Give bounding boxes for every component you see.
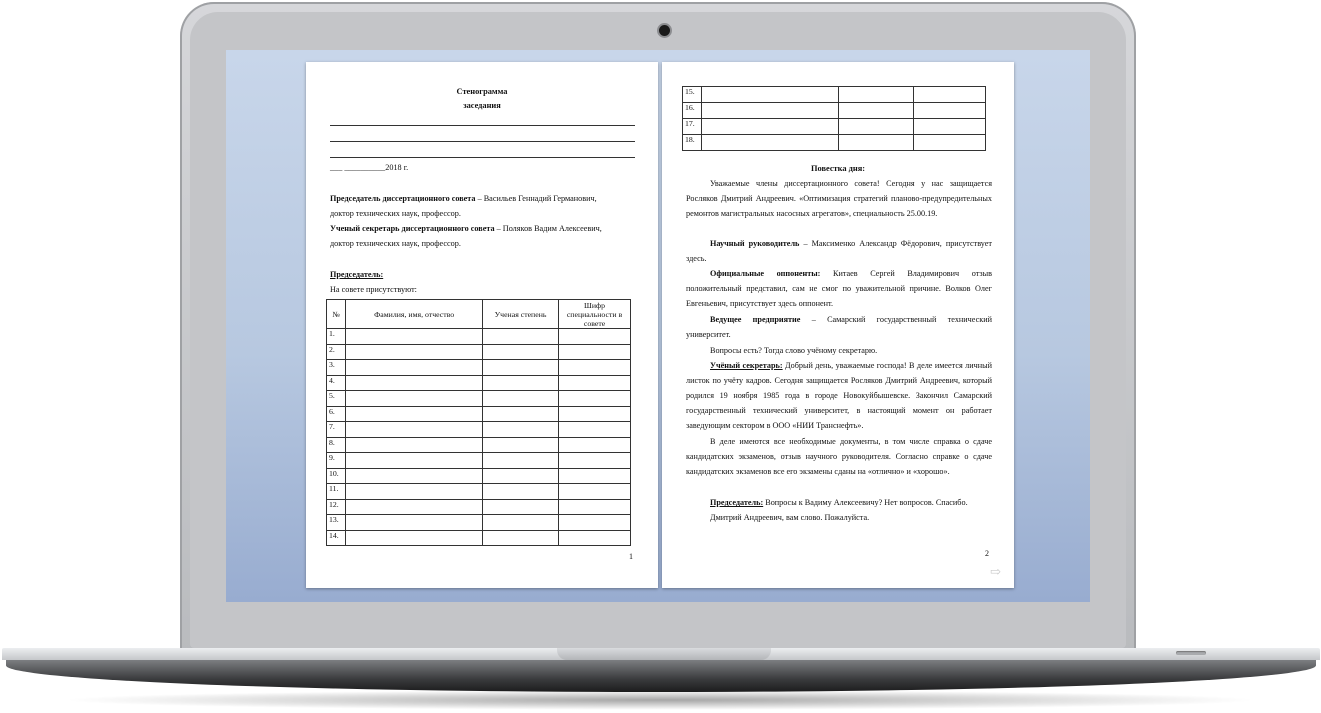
supervisor-text: – Максименко Александр Фёдорович, присутствует здесь. [686, 239, 992, 263]
table-cell [559, 530, 631, 546]
col-specialty-code: Шифр специальности в совете [559, 300, 631, 329]
table-row [327, 406, 631, 422]
table-row [327, 530, 631, 546]
table-cell [346, 484, 483, 500]
table-cell [559, 329, 631, 345]
table-row [327, 375, 631, 391]
table-cell [838, 87, 914, 103]
table-cell [838, 135, 914, 151]
row-number: 9. [327, 453, 346, 469]
table-row [327, 344, 631, 360]
row-number: 8. [327, 437, 346, 453]
table-cell [914, 103, 986, 119]
present-label: На совете присутствуют: [330, 285, 417, 294]
row-number: 16. [683, 103, 702, 119]
blank-line [330, 157, 635, 158]
table-row [683, 119, 986, 135]
table-cell [346, 515, 483, 531]
row-number: 7. [327, 422, 346, 438]
opponents-text: Китаев Сергей Владимирович отзыв положительный представил, сам не смог по уважительной причине. Волков Олег Евгеньевич, присутствует здесь оппонент. [686, 269, 992, 308]
table-cell [838, 103, 914, 119]
table-cell [346, 437, 483, 453]
row-number: 13. [327, 515, 346, 531]
table-cell [702, 119, 838, 135]
table-cell [559, 468, 631, 484]
table-row [327, 468, 631, 484]
chairman-paragraph [330, 191, 635, 221]
chairman-role: Председатель диссертационного совета [330, 194, 476, 203]
supervisor-label: Научный руководитель [710, 239, 800, 248]
table-row [683, 87, 986, 103]
table-cell [914, 119, 986, 135]
laptop-base-bottom [6, 660, 1316, 692]
table-cell [483, 422, 559, 438]
blank-line [330, 141, 635, 142]
chairman-speech-text: Вопросы к Вадиму Алексеевичу? Нет вопросов. Спасибо. [763, 498, 968, 507]
secretary-role: Ученый секретарь диссертационного совета [330, 224, 495, 233]
table-cell [702, 87, 838, 103]
page-number: 1 [629, 552, 633, 561]
attendance-table-continued [682, 86, 986, 151]
webcam-icon [659, 25, 670, 36]
col-full-name: Фамилия, имя, отчество [346, 300, 483, 329]
secretary-speech-text: Добрый день, уважаемые господа! В деле имеется личный листок по учёту кадров. Сегодня защищается Росляков Дмитрий Андреевич, который родился 19 ноября 1985 года в городе Новокуйбышевске. Закончил Самарский государственный технический университет, в настоящий момент он работает заведующим сектором в ООО «НИИ Транснефть». [686, 361, 993, 430]
chairman-speech-label: Председатель: [710, 498, 764, 507]
table-cell [702, 103, 838, 119]
table-cell [483, 437, 559, 453]
table-cell [483, 344, 559, 360]
table-row [327, 391, 631, 407]
page-number: 2 [985, 549, 989, 558]
secretary-name: – Поляков Вадим Алексеевич, [494, 224, 602, 233]
table-cell [838, 119, 914, 135]
row-number: 2. [327, 344, 346, 360]
row-number: 18. [683, 135, 702, 151]
table-cell [559, 499, 631, 515]
blank-line [330, 125, 635, 126]
table-row [327, 437, 631, 453]
table-cell [914, 135, 986, 151]
table-cell [346, 530, 483, 546]
chair-heading: Председатель: [330, 270, 384, 279]
table-cell [914, 87, 986, 103]
table-cell [483, 468, 559, 484]
table-cell [483, 329, 559, 345]
attendance-table [326, 299, 631, 546]
table-cell [483, 484, 559, 500]
table-cell [559, 437, 631, 453]
table-cell [559, 344, 631, 360]
supervisor-paragraph [686, 236, 992, 266]
table-row [327, 499, 631, 515]
row-number: 5. [327, 391, 346, 407]
secretary-speech-paragraph [686, 358, 992, 433]
laptop-shadow [60, 690, 1260, 710]
table-cell [559, 375, 631, 391]
agenda-paragraph: Уважаемые члены диссертационного совета! Сегодня у нас защищается Росляков Дмитрий Андреевич. «Оптимизация стратегий планово-предупредительных ремонтов магистральных насосных агрегатов», специальность 25.00.19. [686, 179, 992, 218]
table-cell [559, 391, 631, 407]
opponents-label: Официальные оппоненты: [710, 269, 821, 278]
row-number: 6. [327, 406, 346, 422]
table-cell [346, 360, 483, 376]
row-number: 10. [327, 468, 346, 484]
col-degree: Ученая степень [483, 300, 559, 329]
row-number: 12. [327, 499, 346, 515]
table-cell [346, 453, 483, 469]
document-subtitle: заседания [463, 101, 501, 110]
agenda-title: Повестка дня: [810, 164, 866, 173]
table-cell [346, 422, 483, 438]
table-row [327, 422, 631, 438]
table-cell [559, 406, 631, 422]
lead-organization-paragraph [686, 312, 992, 342]
table-cell [346, 468, 483, 484]
row-number: 17. [683, 119, 702, 135]
table-cell [346, 499, 483, 515]
date-line: ___ __________2018 г. [330, 163, 409, 172]
table-cell [483, 530, 559, 546]
laptop-status-led [1176, 651, 1206, 655]
row-number: 1. [327, 329, 346, 345]
laptop-screen [226, 50, 1090, 602]
table-row [327, 484, 631, 500]
closing-paragraph: Дмитрий Андреевич, вам слово. Пожалуйста. [710, 513, 870, 522]
documents-paragraph: В деле имеются все необходимые документы, в том числе справка о сдаче кандидатских экзаменов, отзыв научного руководителя. Согласно справке о сдаче кандидатских экзаменов все его экзамены сданы на «отлично» и «хорошо». [686, 437, 992, 476]
chairman-speech-paragraph [686, 495, 992, 510]
table-cell [483, 391, 559, 407]
row-number: 11. [327, 484, 346, 500]
table-cell [483, 515, 559, 531]
table-row [327, 453, 631, 469]
table-row [683, 135, 986, 151]
table-cell [559, 515, 631, 531]
table-cell [559, 360, 631, 376]
table-cell [559, 453, 631, 469]
document-page-1 [306, 62, 658, 588]
col-number: № [327, 300, 346, 329]
table-cell [483, 375, 559, 391]
row-number: 15. [683, 87, 702, 103]
table-row [327, 515, 631, 531]
laptop-opening-notch [557, 648, 771, 660]
table-cell [346, 391, 483, 407]
chairman-degree: доктор технических наук, профессор. [330, 209, 461, 218]
chairman-name: – Васильев Геннадий Германович, [475, 194, 597, 203]
lead-organization-label: Ведущее предприятие [710, 315, 801, 324]
table-row [327, 329, 631, 345]
table-cell [346, 344, 483, 360]
table-cell [702, 135, 838, 151]
table-cell [483, 360, 559, 376]
table-header-row [327, 300, 631, 329]
next-page-arrow-icon[interactable]: ⇨ [990, 564, 1001, 579]
table-cell [346, 406, 483, 422]
row-number: 14. [327, 530, 346, 546]
secretary-degree: доктор технических наук, профессор. [330, 239, 461, 248]
table-cell [483, 406, 559, 422]
secretary-speech-label: Учёный секретарь: [710, 361, 783, 370]
row-number: 4. [327, 375, 346, 391]
table-cell [559, 484, 631, 500]
row-number: 3. [327, 360, 346, 376]
table-row [683, 103, 986, 119]
document-page-2 [662, 62, 1014, 588]
table-row [327, 360, 631, 376]
document-title: Стенограмма [456, 87, 508, 96]
opponents-paragraph [686, 266, 992, 311]
questions-paragraph: Вопросы есть? Тогда слово учёному секретарю. [710, 346, 878, 355]
table-cell [346, 329, 483, 345]
secretary-paragraph [330, 221, 635, 251]
table-cell [483, 499, 559, 515]
table-cell [346, 375, 483, 391]
table-cell [559, 422, 631, 438]
table-cell [483, 453, 559, 469]
lead-organization-text: – Самарский государственный технический университет. [686, 315, 993, 339]
